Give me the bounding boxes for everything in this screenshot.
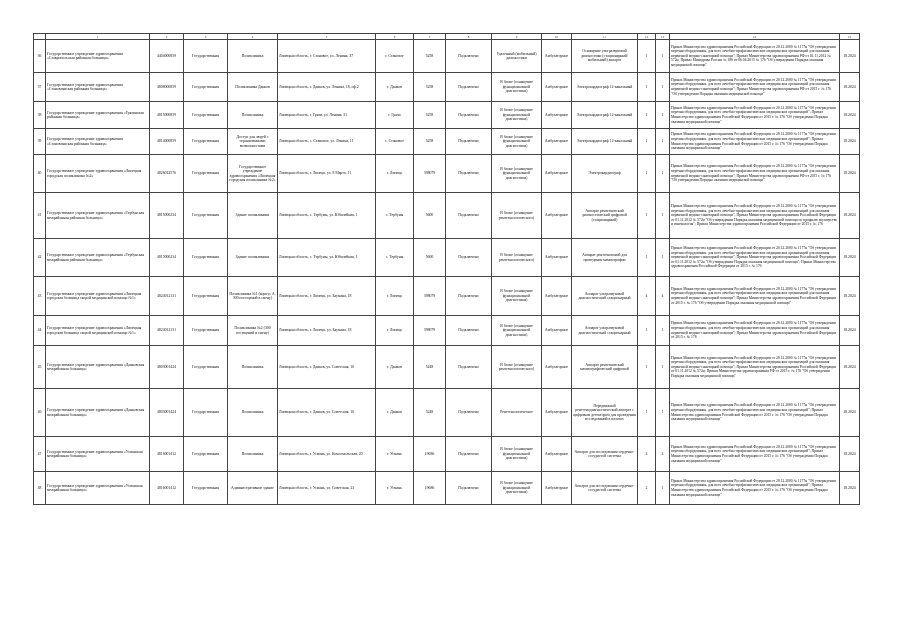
cell-inn: 4824012131 (150, 316, 184, 346)
cell-ownership: Государственная (184, 102, 228, 129)
cell-law: Приказ Министерства здравоохранения Российской Федерации от 20.12.2000 № 1177н "Об утверждении перечня оборудования, для всех лечебно-профилактических медицинских организаций"; Приказ Министерства здравоохранения Российской Федерации от 2015 г. № 176 "Об утверждении Порядка оказания медицинской помощи" (670, 389, 840, 437)
column-header: 4 (228, 34, 278, 40)
cell-date: 18.2024 (840, 389, 860, 437)
table-row (34, 472, 860, 505)
cell-status: Подключено (446, 316, 492, 346)
cell-type: Амбулаторное (542, 73, 572, 102)
cell-num: 46 (34, 389, 46, 437)
cell-law: Приказ Министерства здравоохранения Российской Федерации от 20.12.2000 № 1177н "Об утверждении перечня оборудования, для всех лечебно-профилактических медицинских организаций для оказания первичной медико-санитарной помощи"; Приказ Министерства здравоохранения Российской Федерации от 2015 г. № 176 "Об утверждении Порядка оказания медицинской помощи" (670, 277, 840, 316)
cell-num: 44 (34, 316, 46, 346)
cell-num2: 1 (656, 316, 670, 346)
cell-ownership: Государственная (184, 437, 228, 472)
cell-qty: 2 (638, 472, 656, 505)
cell-address: Липецкая область, г. Данков, ул. Ленина, 18, оф.2 (278, 73, 376, 102)
cell-equip: Аппарат рентгеновский маммографический цифровой (572, 346, 638, 389)
cell-status: Подключено (446, 129, 492, 155)
cell-type: Амбулаторное (542, 277, 572, 316)
cell-num2: 2 (656, 437, 670, 472)
cell-date: 18.2024 (840, 437, 860, 472)
cell-name: Государственное учреждение здравоохранения «Липецкая городская поликлиника №2» (46, 155, 150, 193)
column-header: 12 (638, 34, 656, 40)
cell-unit: В блоке (оснащение функциональной диагностики) (492, 472, 542, 505)
column-header: 15 (840, 34, 860, 40)
cell-date: 18.2024 (840, 193, 860, 239)
cell-code: 398079 (414, 316, 446, 346)
cell-law: Приказ Министерства здравоохранения Российской Федерации от 20.12.2000 № 1177н "Об утверждении перечня оборудования, для всех лечебно-профилактических медицинских организаций для оказания первичной медико-санитарной помощи"; Приказ Министерства здравоохранения РФ от 2015 г. № 176 "Об утверждении Порядка оказания медицинской помощи" (670, 155, 840, 193)
cell-num: 36 (34, 40, 46, 73)
cell-date: 18.2024 (840, 472, 860, 505)
cell-equip: Аппарат для исследования сердечно-сосудистой системы (572, 472, 638, 505)
cell-num2: 1 (656, 193, 670, 239)
cell-name: Государственное учреждение здравоохранения «Усманская межрайонная больница» (46, 472, 150, 505)
cell-code: 398079 (414, 277, 446, 316)
cell-bldg: Поликлиника (228, 102, 278, 129)
cell-name: Государственное учреждение здравоохранения «Усманская межрайонная больница» (46, 437, 150, 472)
cell-date: 18.2024 (840, 277, 860, 316)
cell-bldg: Поликлиника (228, 40, 278, 73)
cell-ownership: Государственная (184, 277, 228, 316)
cell-num: 47 (34, 437, 46, 472)
cell-status: Подключено (446, 73, 492, 102)
cell-status: Подключено (446, 389, 492, 437)
table-row (34, 102, 860, 129)
cell-num2: 1 (656, 472, 670, 505)
cell-type: Амбулаторное (542, 346, 572, 389)
cell-num: 40 (34, 155, 46, 193)
cell-unit: В блоке (оснащение функциональной диагностики) (492, 73, 542, 102)
cell-law: Приказ Министерства здравоохранения Российской Федерации от 20.12.2000 № 1177н "Об утверждении перечня оборудования, для всех лечебно-профилактических медицинских организаций для оказания первичной медико-санитарной помощи"; Приказ Министерства здравоохранения РФ от 2015 г. № 176 "Об утверждении Порядка оказания медицинской помощи" (670, 73, 840, 102)
cell-unit: В блоке (оснащение функциональной диагностики) (492, 437, 542, 472)
cell-ownership: Государственная (184, 40, 228, 73)
cell-city: г. Липецк (376, 316, 414, 346)
cell-bldg: Государственное учреждение здравоохранения «Липецкая городская поликлиника №2» (228, 155, 278, 193)
table-row (34, 129, 860, 155)
cell-unit: В блоке (оснащение функциональной диагностики) (492, 277, 542, 316)
cell-status: Подключено (446, 193, 492, 239)
equipment-table (33, 33, 860, 505)
cell-city: с. Становое (376, 129, 414, 155)
cell-num2: 1 (656, 129, 670, 155)
cell-num: 45 (34, 346, 46, 389)
column-header: 5 (278, 34, 376, 40)
cell-city: г. Усмань (376, 472, 414, 505)
cell-law: Приказ Министерства здравоохранения Российской Федерации от 20.12.2000 № 1177н "Об утверждении перечня оборудования, для всех лечебно-профилактических медицинских организаций для оказания первичной медико-санитарной помощи"; Приказ Министерства здравоохранения Российской Федерации от 01.11.2012 № 572н; Приказ Министерства здравоохранения РФ от 2015 г. № 176 "Об утверждении Порядка оказания медицинской помощи" (670, 346, 840, 389)
cell-ownership: Государственная (184, 129, 228, 155)
column-header: 14 (670, 34, 840, 40)
column-header: 3 (184, 34, 228, 40)
cell-unit: В блоке (оснащение функциональной диагностики) (492, 155, 542, 193)
cell-inn: 4826012576 (150, 155, 184, 193)
cell-city: г. Данков (376, 389, 414, 437)
cell-city: г. Данков (376, 346, 414, 389)
cell-law: Приказ Министерства здравоохранения Российской Федерации от 20.12.2000 № 1177н "Об утверждении перечня оборудования, для всех лечебно-профилактических медицинских организаций для оказания первичной медико-санитарной помощи"; Приказ Министерства здравоохранения РФ от 01.11.2012 № 572н; Приказ Минздрава России № 186 от 06.04.2015 № 176 "Об утверждении Порядка оказания медицинской помощи" (670, 40, 840, 73)
cell-city: г. Липецк (376, 277, 414, 316)
cell-num2: 1 (656, 346, 670, 389)
cell-code: 5258 (414, 40, 446, 73)
cell-code: 398079 (414, 155, 446, 193)
cell-code: 5258 (414, 73, 446, 102)
cell-law: Приказ Министерства здравоохранения Российской Федерации от 20.12.2000 № 1177н "Об утверждении перечня оборудования, для всех лечебно-профилактических медицинских организаций для оказания первичной медико-санитарной помощи"; Приказ Министерства здравоохранения Российской Федерации от 01.11.2012 № 572н "Об утверждении Порядка оказания медицинской помощи по профилю акушерство и гинекология"; Приказ Министерства здравоохранения Российской Федерации от 2015 г. № 176 (670, 193, 840, 239)
table-row (34, 389, 860, 437)
cell-inn: 4803001424 (150, 346, 184, 389)
cell-num: 43 (34, 277, 46, 316)
cell-status: Подключено (446, 102, 492, 129)
cell-code: 5258 (414, 129, 446, 155)
cell-equip: Электрокардиограф 12-канальный (572, 102, 638, 129)
cell-type: Амбулаторное (542, 193, 572, 239)
cell-num: 37 (34, 73, 46, 102)
column-header: 11 (572, 34, 638, 40)
cell-date: 18.2024 (840, 40, 860, 73)
cell-inn: 4815000234 (150, 193, 184, 239)
cell-type: Амбулаторное (542, 316, 572, 346)
cell-num: 39 (34, 129, 46, 155)
column-header: 7 (414, 34, 446, 40)
cell-qty: 1 (638, 155, 656, 193)
column-header: 13 (656, 34, 670, 40)
cell-address: Липецкая область, г. Усмань, ул. Советская, 23 (278, 472, 376, 505)
cell-name: Государственное учреждение здравоохранения «Данковская межрайонная больница» (46, 389, 150, 437)
table-row (34, 346, 860, 389)
cell-num2: 1 (656, 239, 670, 277)
cell-num: 41 (34, 193, 46, 239)
cell-equip: Электрокардиограф 12-канальный (572, 129, 638, 155)
cell-status: Подключено (446, 155, 492, 193)
cell-city: г. Данков (376, 73, 414, 102)
table-body (34, 40, 860, 505)
cell-city: с. Тербуны (376, 239, 414, 277)
cell-num: 48 (34, 472, 46, 505)
cell-name: Государственное учреждение здравоохранения «Липецкая городская больница скорой медицинской помощи №1» (46, 277, 150, 316)
cell-status: Подключено (446, 472, 492, 505)
cell-status: Подключено (446, 437, 492, 472)
cell-num2: 1 (656, 40, 670, 73)
cell-inn: 4404000859 (150, 40, 184, 73)
cell-qty: 1 (638, 73, 656, 102)
cell-num2: 4 (656, 277, 670, 316)
cell-ownership: Государственная (184, 239, 228, 277)
cell-inn: 4816001412 (150, 437, 184, 472)
cell-bldg: Здание поликлиники (228, 239, 278, 277)
cell-address: Липецкая область, г. Липецк, ул. 8 Марта, 11 (278, 155, 376, 193)
cell-address: Липецкая область, г. Грязи, ул. Ленина, 31 (278, 102, 376, 129)
cell-address: Липецкая область, г. Становое, ул. Ленина, 37 (278, 40, 376, 73)
cell-ownership: Государственная (184, 73, 228, 102)
cell-unit: В блоке (оснащение функциональной диагностики) (492, 129, 542, 155)
cell-qty: 1 (638, 102, 656, 129)
cell-ownership: Государственная (184, 316, 228, 346)
cell-type: Амбулаторное (542, 389, 572, 437)
cell-inn: 4815000234 (150, 239, 184, 277)
column-header: 10 (542, 34, 572, 40)
cell-qty: 1 (638, 389, 656, 437)
cell-bldg: Поликлиника (228, 437, 278, 472)
document-sheet (33, 33, 859, 505)
cell-num: 38 (34, 102, 46, 129)
cell-date: 18.2024 (840, 239, 860, 277)
cell-ownership: Государственная (184, 389, 228, 437)
cell-code: 19686 (414, 472, 446, 505)
cell-qty: 2 (638, 437, 656, 472)
cell-equip: Аппарат ультразвуковой диагностический стационарный (572, 277, 638, 316)
cell-name: Государственное учреждение здравоохранения «Становлянская районная больница» (46, 73, 150, 102)
cell-date: 18.2024 (840, 346, 860, 389)
cell-type: Амбулаторное (542, 129, 572, 155)
cell-unit: В блоке (оснащение функциональной диагностики) (492, 102, 542, 129)
cell-date: 18.2024 (840, 316, 860, 346)
cell-code: 19686 (414, 437, 446, 472)
table-row (34, 316, 860, 346)
cell-city: г. Липецк (376, 155, 414, 193)
cell-address: Липецкая область, г. Липецк, ул. Баумана, 18 (278, 316, 376, 346)
cell-code: 5248 (414, 346, 446, 389)
cell-address: Липецкая область, г. Липецк, ул. Баумана, 18 (278, 277, 376, 316)
cell-num2: 1 (656, 73, 670, 102)
cell-equip: Аппарат для исследования сердечно-сосудистой системы (572, 437, 638, 472)
cell-address: Липецкая область, г. Данков, ул. Советская, 10 (278, 346, 376, 389)
cell-inn: 4816001412 (150, 472, 184, 505)
cell-name: Государственное учреждение здравоохранения «Липецкая городская больница скорой медицинской помощи №1» (46, 316, 150, 346)
cell-city: с. Тербуны (376, 193, 414, 239)
cell-num2: 1 (656, 102, 670, 129)
column-header: 2 (150, 34, 184, 40)
cell-unit: В блоке (оснащение функциональной диагностики) (492, 316, 542, 346)
cell-qty: 4 (638, 277, 656, 316)
cell-city: г. Усмань (376, 437, 414, 472)
cell-status: Подключено (446, 346, 492, 389)
cell-unit: Рентгенологическое (492, 389, 542, 437)
cell-date: 18.2024 (840, 155, 860, 193)
cell-type: Амбулаторное (542, 437, 572, 472)
cell-code: 5248 (414, 389, 446, 437)
cell-date: 18.2024 (840, 102, 860, 129)
cell-type: Амбулаторное (542, 472, 572, 505)
cell-law: Приказ Министерства здравоохранения Российской Федерации от 20.12.2000 № 1177н "Об утверждении перечня оборудования, для всех лечебно-профилактических медицинских организаций для оказания первичной медико-санитарной помощи"; Приказ Министерства здравоохранения Российской Федерации от 01.11.2012 № 572н "Об утверждении Порядка оказания медицинской помощи"; Приказ Министерства здравоохранения Российской Федерации от 2015 г. № 176 (670, 239, 840, 277)
cell-address: Липецкая область, с. Становое, ул. Ленина, 11 (278, 129, 376, 155)
table-row (34, 239, 860, 277)
cell-unit: В блоке (оснащение рентгенологического) (492, 193, 542, 239)
cell-date: 18.2024 (840, 73, 860, 102)
cell-bldg: Поликлиника (228, 389, 278, 437)
cell-name: Государственное учреждение здравоохранения «Становлянская районная больница» (46, 129, 150, 155)
cell-qty: 1 (638, 346, 656, 389)
cell-bldg: Здание поликлиники (228, 193, 278, 239)
column-header: 9 (492, 34, 542, 40)
cell-bldg: Поликлиника №1 (корпус А; 300 посещений в смену) (228, 277, 278, 316)
cell-law: Приказ Министерства здравоохранения Российской Федерации от 20.12.2000 № 1177н "Об утверждении перечня оборудования, для всех лечебно-профилактических медицинских организаций"; Приказ Министерства здравоохранения Российской Федерации от 2015 г. № 176 "Об утверждении Порядка оказания медицинской помощи" (670, 472, 840, 505)
cell-ownership: Государственная (184, 346, 228, 389)
cell-address: Липецкая область, с. Тербуны, ул. Юбилейная, 1 (278, 193, 376, 239)
cell-unit: Удаленный (мобильный) диагностики (492, 40, 542, 73)
cell-code: 5600 (414, 193, 446, 239)
cell-status: Подключено (446, 40, 492, 73)
cell-inn: 4808000859 (150, 73, 184, 102)
cell-unit: В блоке (оснащение рентгенологического) (492, 239, 542, 277)
column-header: 1 (46, 34, 150, 40)
cell-equip: Оснащение ультразвуковой диагностики (стационарный/мобильный) аппарат (572, 40, 638, 73)
cell-inn: 4803001424 (150, 389, 184, 437)
table-row (34, 73, 860, 102)
column-header: 6 (376, 34, 414, 40)
cell-name: Государственное учреждение здравоохранения «Ставропольская районная больница» (46, 40, 150, 73)
cell-qty: 1 (638, 316, 656, 346)
cell-inn: 4815000859 (150, 102, 184, 129)
table-row (34, 277, 860, 316)
cell-date: 18.2024 (840, 129, 860, 155)
cell-code: 5258 (414, 102, 446, 129)
cell-type: Амбулаторное (542, 239, 572, 277)
cell-equip: Электрокардиограф 12-канальный (572, 73, 638, 102)
cell-qty: 1 (638, 40, 656, 73)
cell-type: Амбулаторное (542, 102, 572, 129)
cell-law: Приказ Министерства здравоохранения Российской Федерации от 20.12.2000 № 1177н "Об утверждении перечня оборудования, для всех лечебно-профилактических медицинских организаций"; Приказ Министерства здравоохранения Российской Федерации от 2015 г. № 176 "Об утверждении Порядка оказания медицинской помощи" (670, 102, 840, 129)
cell-equip: Аппарат рентгеновский диагностический цифровой (стационарный) (572, 193, 638, 239)
cell-inn: 4814000859 (150, 129, 184, 155)
table-row (34, 437, 860, 472)
cell-law: Приказ Министерства здравоохранения Российской Федерации от 20.12.2000 № 1177н "Об утверждении перечня оборудования, для всех лечебно-профилактических медицинских организаций"; Приказ Министерства здравоохранения Российской Федерации от 2015 г. № 176 "Об утверждении Порядка оказания медицинской помощи" (670, 437, 840, 472)
cell-inn: 4824012131 (150, 277, 184, 316)
table-row (34, 193, 860, 239)
cell-type: Амбулаторное (542, 155, 572, 193)
cell-status: Подключено (446, 277, 492, 316)
cell-equip: Электрокардиограф (572, 155, 638, 193)
cell-bldg: Поликлиника Данков (228, 73, 278, 102)
cell-unit: В блоке (оснащение рентгенологического) (492, 346, 542, 389)
cell-equip: Аппарат рентгеновский для проведения маммографии (572, 239, 638, 277)
table-row (34, 155, 860, 193)
cell-city: г. Грязи (376, 102, 414, 129)
cell-bldg: Поликлиника №2 (300 посещений в смену) (228, 316, 278, 346)
cell-bldg: Доступ для людей с ограниченными возможностями (228, 129, 278, 155)
cell-ownership: Государственная (184, 155, 228, 193)
cell-qty: 1 (638, 193, 656, 239)
cell-name: Государственное учреждение здравоохранения «Тербунская межрайонная районная больница» (46, 239, 150, 277)
cell-address: Липецкая область, г. Усмань, ул. Комсомольская, 20 (278, 437, 376, 472)
cell-ownership: Государственная (184, 472, 228, 505)
cell-name: Государственное учреждение здравоохранения «Грязинская районная больница» (46, 102, 150, 129)
cell-city: г. Становое (376, 40, 414, 73)
cell-qty: 1 (638, 129, 656, 155)
column-header: 8 (446, 34, 492, 40)
cell-qty: 1 (638, 239, 656, 277)
cell-name: Государственное учреждение здравоохранения «Тербунская межрайонная районная больница» (46, 193, 150, 239)
cell-law: Приказ Министерства здравоохранения Российской Федерации от 20.12.2000 № 1177н "Об утверждении перечня оборудования, для всех лечебно-профилактических медицинских организаций"; Приказ Министерства здравоохранения Российской Федерации от 2015 г. № 176 "Об утверждении Порядка оказания медицинской помощи" (670, 129, 840, 155)
cell-status: Подключено (446, 239, 492, 277)
cell-address: Липецкая область, г. Данков, ул. Советская, 10 (278, 389, 376, 437)
cell-equip: Передвижной рентгенодиагностический аппарат с цифровым детектором для проведения исследований в палатах (572, 389, 638, 437)
cell-num: 42 (34, 239, 46, 277)
cell-num2: 1 (656, 155, 670, 193)
table-row (34, 40, 860, 73)
cell-type: Амбулаторное (542, 40, 572, 73)
cell-bldg: Административное здание (228, 472, 278, 505)
cell-name: Государственное учреждение здравоохранения «Данковская межрайонная больница» (46, 346, 150, 389)
cell-num2: 1 (656, 389, 670, 437)
cell-bldg: Поликлиника (228, 346, 278, 389)
cell-code: 5600 (414, 239, 446, 277)
cell-address: Липецкая область, с. Тербуны, ул. Юбилейная, 1 (278, 239, 376, 277)
cell-equip: Аппарат ультразвуковой диагностический стационарный (572, 316, 638, 346)
cell-law: Приказ Министерства здравоохранения Российской Федерации от 20.12.2000 № 1177н "Об утверждении перечня оборудования, для всех лечебно-профилактических медицинских организаций для оказания первичной медико-санитарной помощи"; Приказ Министерства здравоохранения Российской Федерации от 2015 г. № 176 (670, 316, 840, 346)
cell-ownership: Государственная (184, 193, 228, 239)
